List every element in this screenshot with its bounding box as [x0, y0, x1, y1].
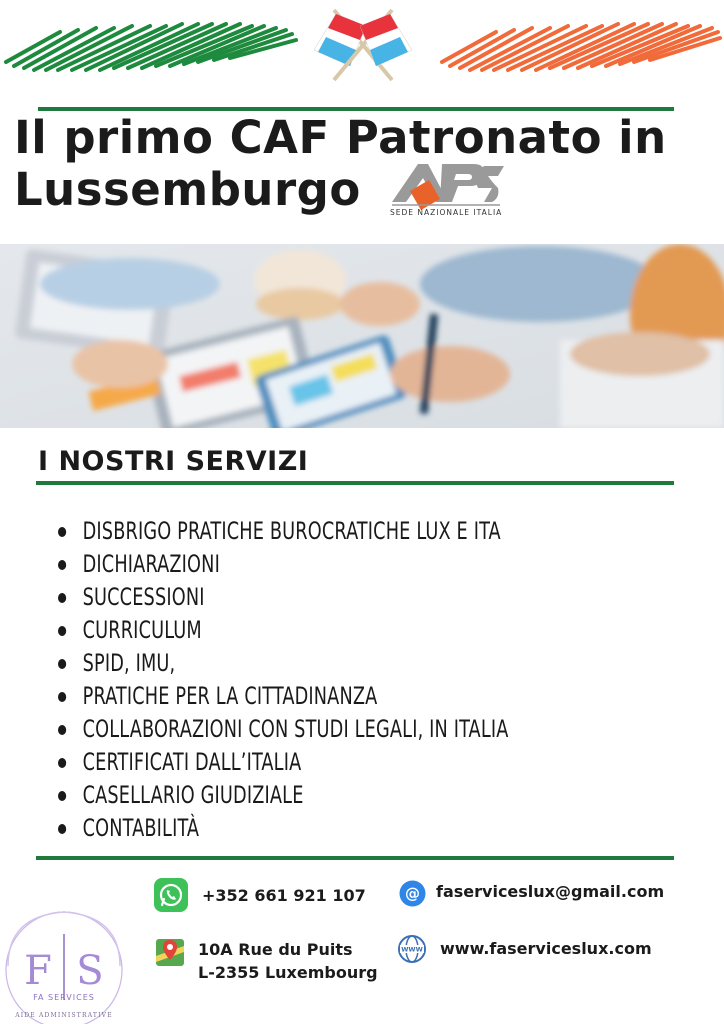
bullet-icon	[58, 527, 66, 537]
fa-logo-tagline: AIDE ADMINISTRATIVE	[15, 1012, 113, 1019]
fa-logo-initial-left: F	[24, 948, 52, 994]
address-line-2: L-2355 Luxembourg	[198, 963, 378, 982]
list-item: DISBRIGO PRATICHE BUROCRATICHE LUX E ITA	[58, 515, 509, 548]
bullet-icon	[58, 626, 66, 636]
whatsapp-icon[interactable]	[154, 878, 188, 912]
email-link[interactable]: faserviceslux@gmail.com	[436, 882, 665, 901]
bullet-icon	[58, 560, 66, 570]
phone-number[interactable]: +352 661 921 107	[202, 886, 366, 905]
title-line-1: Il primo CAF Patronato in	[14, 111, 667, 164]
svg-text:@: @	[405, 884, 420, 903]
www-globe-icon[interactable]	[397, 934, 427, 964]
list-item: CASELLARIO GIUDIZIALE	[58, 779, 509, 812]
divider-services	[36, 481, 674, 485]
office-photo	[0, 244, 724, 428]
bullet-icon	[58, 725, 66, 735]
address-line-1: 10A Rue du Puits	[198, 940, 353, 959]
bullet-icon	[58, 659, 66, 669]
title-line-2: Lussemburgo	[14, 163, 361, 216]
bullet-icon	[58, 758, 66, 768]
bullet-icon	[58, 791, 66, 801]
list-item: CURRICULUM	[58, 614, 509, 647]
list-item: SUCCESSIONI	[58, 581, 509, 614]
fa-services-logo	[0, 908, 130, 1024]
orange-brush-stroke	[436, 12, 724, 72]
page-title	[14, 112, 714, 216]
green-brush-stroke	[0, 12, 300, 72]
svg-text:WWW: WWW	[401, 945, 423, 954]
list-item: CONTABILITÀ	[58, 812, 509, 845]
divider-bottom	[36, 856, 674, 860]
at-sign-icon[interactable]	[399, 880, 426, 907]
bullet-icon	[58, 692, 66, 702]
list-item: SPID, IMU,	[58, 647, 509, 680]
list-item: DICHIARAZIONI	[58, 548, 509, 581]
aps-caption: SEDE NAZIONALE ITALIA	[390, 208, 503, 217]
list-item: CERTIFICATI DALL’ITALIA	[58, 746, 509, 779]
website-link[interactable]: www.faserviceslux.com	[440, 939, 652, 958]
bullet-icon	[58, 593, 66, 603]
services-title: I NOSTRI SERVIZI	[38, 446, 309, 477]
list-item: COLLABORAZIONI CON STUDI LEGALI, IN ITALIA	[58, 713, 509, 746]
services-list	[58, 515, 607, 845]
bullet-icon	[58, 824, 66, 834]
fa-logo-name: FA SERVICES	[33, 993, 95, 1002]
crossed-flags-icon	[308, 4, 418, 84]
map-pin-icon[interactable]	[155, 936, 185, 968]
list-item: PRATICHE PER LA CITTADINANZA	[58, 680, 509, 713]
fa-logo-initial-right: S	[76, 948, 104, 994]
